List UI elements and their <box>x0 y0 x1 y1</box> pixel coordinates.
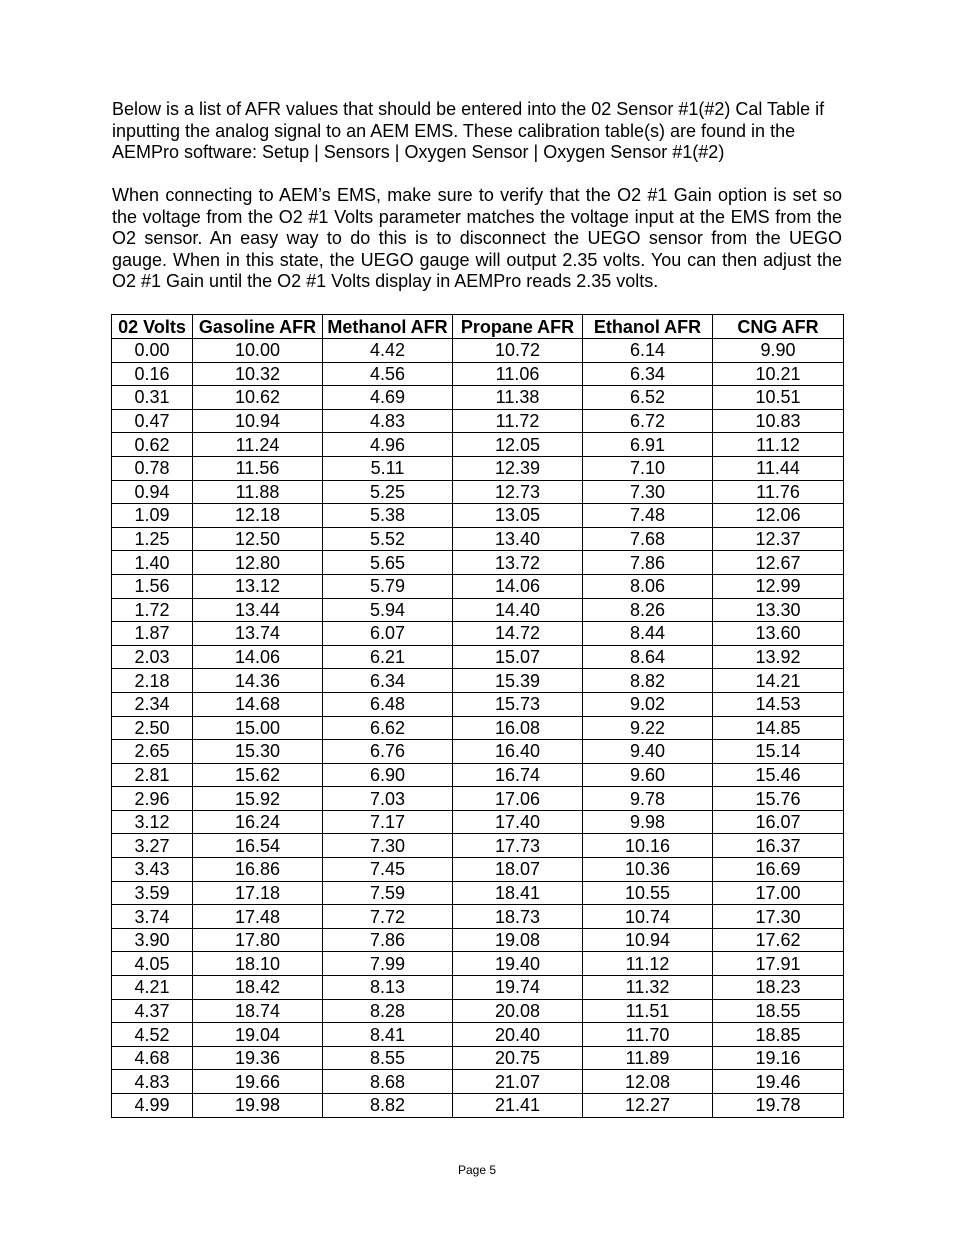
table-row <box>112 669 844 693</box>
cng-afr-cell: 15.76 <box>713 787 844 811</box>
propane-afr-cell: 20.08 <box>453 999 583 1023</box>
gasoline-afr-cell: 12.18 <box>193 504 323 528</box>
propane-afr-cell: 12.73 <box>453 480 583 504</box>
ethanol-afr-cell: 6.91 <box>583 433 713 457</box>
propane-afr-cell: 19.08 <box>453 928 583 952</box>
ethanol-afr-header: Ethanol AFR <box>583 315 713 339</box>
table-row <box>112 858 844 882</box>
gasoline-afr-header: Gasoline AFR <box>193 315 323 339</box>
propane-afr-cell: 19.74 <box>453 976 583 1000</box>
ethanol-afr-cell: 9.78 <box>583 787 713 811</box>
ethanol-afr-cell: 7.48 <box>583 504 713 528</box>
cng-afr-cell: 13.92 <box>713 645 844 669</box>
volts-cell: 4.83 <box>112 1070 193 1094</box>
cng-afr-cell: 19.16 <box>713 1046 844 1070</box>
cng-afr-cell: 9.90 <box>713 339 844 363</box>
volts-cell: 4.05 <box>112 952 193 976</box>
volts-cell: 1.87 <box>112 622 193 646</box>
volts-cell: 2.34 <box>112 692 193 716</box>
gasoline-afr-cell: 13.74 <box>193 622 323 646</box>
ethanol-afr-cell: 11.89 <box>583 1046 713 1070</box>
propane-afr-cell: 17.06 <box>453 787 583 811</box>
propane-afr-cell: 20.40 <box>453 1023 583 1047</box>
ethanol-afr-cell: 9.60 <box>583 763 713 787</box>
table-row <box>112 787 844 811</box>
ethanol-afr-cell: 10.94 <box>583 928 713 952</box>
methanol-afr-cell: 8.55 <box>323 1046 453 1070</box>
propane-afr-cell: 17.73 <box>453 834 583 858</box>
propane-afr-cell: 14.06 <box>453 574 583 598</box>
ethanol-afr-cell: 8.82 <box>583 669 713 693</box>
ethanol-afr-cell: 11.51 <box>583 999 713 1023</box>
propane-afr-cell: 17.40 <box>453 810 583 834</box>
methanol-afr-cell: 4.42 <box>323 339 453 363</box>
volts-cell: 4.68 <box>112 1046 193 1070</box>
methanol-afr-cell: 5.11 <box>323 456 453 480</box>
gasoline-afr-cell: 16.54 <box>193 834 323 858</box>
ethanol-afr-cell: 6.72 <box>583 409 713 433</box>
propane-afr-cell: 10.72 <box>453 339 583 363</box>
table-row <box>112 551 844 575</box>
methanol-afr-cell: 7.86 <box>323 928 453 952</box>
volts-cell: 2.50 <box>112 716 193 740</box>
table-row <box>112 527 844 551</box>
gasoline-afr-cell: 15.62 <box>193 763 323 787</box>
volts-cell: 0.00 <box>112 339 193 363</box>
gasoline-afr-cell: 19.98 <box>193 1094 323 1118</box>
methanol-afr-cell: 6.48 <box>323 692 453 716</box>
gasoline-afr-cell: 11.88 <box>193 480 323 504</box>
cng-afr-cell: 18.85 <box>713 1023 844 1047</box>
table-row <box>112 999 844 1023</box>
cng-afr-cell: 12.99 <box>713 574 844 598</box>
propane-afr-cell: 15.39 <box>453 669 583 693</box>
table-row <box>112 386 844 410</box>
cng-afr-cell: 12.06 <box>713 504 844 528</box>
ethanol-afr-cell: 8.26 <box>583 598 713 622</box>
cng-afr-cell: 12.37 <box>713 527 844 551</box>
ethanol-afr-cell: 10.74 <box>583 905 713 929</box>
propane-afr-cell: 13.05 <box>453 504 583 528</box>
ethanol-afr-cell: 7.30 <box>583 480 713 504</box>
ethanol-afr-cell: 12.27 <box>583 1094 713 1118</box>
table-row <box>112 952 844 976</box>
volts-cell: 3.12 <box>112 810 193 834</box>
table-row <box>112 1023 844 1047</box>
cng-afr-cell: 11.44 <box>713 456 844 480</box>
gasoline-afr-cell: 15.92 <box>193 787 323 811</box>
cng-afr-cell: 14.21 <box>713 669 844 693</box>
gasoline-afr-cell: 18.10 <box>193 952 323 976</box>
propane-afr-cell: 12.39 <box>453 456 583 480</box>
methanol-afr-cell: 7.72 <box>323 905 453 929</box>
volts-header: 02 Volts <box>112 315 193 339</box>
volts-cell: 3.90 <box>112 928 193 952</box>
table-body <box>112 339 844 1118</box>
volts-cell: 1.72 <box>112 598 193 622</box>
ethanol-afr-cell: 9.98 <box>583 810 713 834</box>
cng-afr-cell: 19.46 <box>713 1070 844 1094</box>
table-row <box>112 574 844 598</box>
volts-cell: 4.52 <box>112 1023 193 1047</box>
gasoline-afr-cell: 15.30 <box>193 740 323 764</box>
methanol-afr-cell: 7.45 <box>323 858 453 882</box>
volts-cell: 0.78 <box>112 456 193 480</box>
gasoline-afr-cell: 12.50 <box>193 527 323 551</box>
volts-cell: 2.03 <box>112 645 193 669</box>
methanol-afr-cell: 4.56 <box>323 362 453 386</box>
volts-cell: 0.94 <box>112 480 193 504</box>
table-row <box>112 1094 844 1118</box>
gasoline-afr-cell: 17.48 <box>193 905 323 929</box>
volts-cell: 3.59 <box>112 881 193 905</box>
methanol-afr-cell: 4.69 <box>323 386 453 410</box>
ethanol-afr-cell: 10.16 <box>583 834 713 858</box>
ethanol-afr-cell: 9.02 <box>583 692 713 716</box>
ethanol-afr-cell: 11.12 <box>583 952 713 976</box>
cng-afr-cell: 10.83 <box>713 409 844 433</box>
methanol-afr-cell: 8.82 <box>323 1094 453 1118</box>
table-row <box>112 645 844 669</box>
methanol-afr-cell: 7.30 <box>323 834 453 858</box>
gain-instructions-paragraph: When connecting to AEM’s EMS, make sure to verify that the O2 #1 Gain option is set so the voltage from the O2 #1 Volts parameter matches the voltage input at the EMS from the O2 sensor. An easy way to do this is to disconnect the UEGO sensor from the UEGO gauge. When in this state, the UEGO gauge will output 2.35 volts. You can then adjust the O2 #1 Gain until the O2 #1 Volts display in AEMPro reads 2.35 volts. <box>112 185 842 291</box>
propane-afr-cell: 15.07 <box>453 645 583 669</box>
table-row <box>112 834 844 858</box>
volts-cell: 3.27 <box>112 834 193 858</box>
ethanol-afr-cell: 10.55 <box>583 881 713 905</box>
propane-afr-cell: 11.38 <box>453 386 583 410</box>
propane-afr-cell: 11.06 <box>453 362 583 386</box>
propane-afr-cell: 21.07 <box>453 1070 583 1094</box>
table-row <box>112 905 844 929</box>
propane-afr-cell: 13.40 <box>453 527 583 551</box>
ethanol-afr-cell: 7.86 <box>583 551 713 575</box>
propane-afr-cell: 19.40 <box>453 952 583 976</box>
cng-afr-cell: 18.23 <box>713 976 844 1000</box>
methanol-afr-cell: 6.07 <box>323 622 453 646</box>
volts-cell: 2.18 <box>112 669 193 693</box>
intro-paragraph: Below is a list of AFR values that should be entered into the 02 Sensor #1(#2) Cal Table if inputting the analog signal to an AEM EMS. These calibration table(s) are found in the AEMPro software: Setup | Sensors | Oxygen Sensor | Oxygen Sensor #1(#2) <box>112 99 825 162</box>
table-row <box>112 928 844 952</box>
table-row <box>112 763 844 787</box>
methanol-afr-cell: 5.65 <box>323 551 453 575</box>
cng-afr-cell: 17.62 <box>713 928 844 952</box>
cng-afr-cell: 14.85 <box>713 716 844 740</box>
propane-afr-cell: 14.72 <box>453 622 583 646</box>
table-row <box>112 598 844 622</box>
ethanol-afr-cell: 11.32 <box>583 976 713 1000</box>
cng-afr-cell: 15.14 <box>713 740 844 764</box>
cng-afr-cell: 18.55 <box>713 999 844 1023</box>
volts-cell: 2.65 <box>112 740 193 764</box>
volts-cell: 4.21 <box>112 976 193 1000</box>
cng-afr-cell: 17.30 <box>713 905 844 929</box>
afr-calibration-table <box>111 314 844 1118</box>
methanol-afr-cell: 5.25 <box>323 480 453 504</box>
volts-cell: 2.96 <box>112 787 193 811</box>
table-row <box>112 409 844 433</box>
table-row <box>112 504 844 528</box>
volts-cell: 4.37 <box>112 999 193 1023</box>
propane-afr-header: Propane AFR <box>453 315 583 339</box>
propane-afr-cell: 18.07 <box>453 858 583 882</box>
volts-cell: 0.16 <box>112 362 193 386</box>
cng-afr-cell: 10.21 <box>713 362 844 386</box>
gasoline-afr-cell: 11.56 <box>193 456 323 480</box>
cng-afr-cell: 17.91 <box>713 952 844 976</box>
methanol-afr-cell: 7.17 <box>323 810 453 834</box>
gasoline-afr-cell: 15.00 <box>193 716 323 740</box>
table-row <box>112 456 844 480</box>
gasoline-afr-cell: 14.36 <box>193 669 323 693</box>
ethanol-afr-cell: 6.14 <box>583 339 713 363</box>
methanol-afr-cell: 4.83 <box>323 409 453 433</box>
gasoline-afr-cell: 10.62 <box>193 386 323 410</box>
methanol-afr-cell: 5.52 <box>323 527 453 551</box>
table-row <box>112 692 844 716</box>
ethanol-afr-cell: 7.68 <box>583 527 713 551</box>
methanol-afr-cell: 8.68 <box>323 1070 453 1094</box>
gasoline-afr-cell: 11.24 <box>193 433 323 457</box>
propane-afr-cell: 11.72 <box>453 409 583 433</box>
gasoline-afr-cell: 10.94 <box>193 409 323 433</box>
propane-afr-cell: 13.72 <box>453 551 583 575</box>
volts-cell: 1.09 <box>112 504 193 528</box>
gasoline-afr-cell: 12.80 <box>193 551 323 575</box>
ethanol-afr-cell: 11.70 <box>583 1023 713 1047</box>
propane-afr-cell: 21.41 <box>453 1094 583 1118</box>
cng-afr-cell: 13.30 <box>713 598 844 622</box>
gasoline-afr-cell: 16.24 <box>193 810 323 834</box>
methanol-afr-cell: 6.90 <box>323 763 453 787</box>
cng-afr-cell: 13.60 <box>713 622 844 646</box>
cng-afr-cell: 11.76 <box>713 480 844 504</box>
cng-afr-cell: 16.07 <box>713 810 844 834</box>
methanol-afr-cell: 5.38 <box>323 504 453 528</box>
table-row <box>112 622 844 646</box>
page-number: Page 5 <box>457 1163 497 1177</box>
gasoline-afr-cell: 10.00 <box>193 339 323 363</box>
table-row <box>112 716 844 740</box>
gasoline-afr-cell: 19.36 <box>193 1046 323 1070</box>
ethanol-afr-cell: 7.10 <box>583 456 713 480</box>
volts-cell: 2.81 <box>112 763 193 787</box>
cng-afr-cell: 15.46 <box>713 763 844 787</box>
table-row <box>112 881 844 905</box>
gasoline-afr-cell: 18.74 <box>193 999 323 1023</box>
volts-cell: 1.40 <box>112 551 193 575</box>
gasoline-afr-cell: 17.80 <box>193 928 323 952</box>
cng-afr-cell: 16.69 <box>713 858 844 882</box>
volts-cell: 0.47 <box>112 409 193 433</box>
cng-afr-cell: 14.53 <box>713 692 844 716</box>
propane-afr-cell: 16.08 <box>453 716 583 740</box>
ethanol-afr-cell: 9.40 <box>583 740 713 764</box>
ethanol-afr-cell: 8.06 <box>583 574 713 598</box>
table-row <box>112 480 844 504</box>
methanol-afr-cell: 7.59 <box>323 881 453 905</box>
propane-afr-cell: 16.74 <box>453 763 583 787</box>
methanol-afr-cell: 6.62 <box>323 716 453 740</box>
table-row <box>112 740 844 764</box>
cng-afr-cell: 12.67 <box>713 551 844 575</box>
cng-afr-cell: 16.37 <box>713 834 844 858</box>
volts-cell: 4.99 <box>112 1094 193 1118</box>
cng-afr-cell: 11.12 <box>713 433 844 457</box>
methanol-afr-header: Methanol AFR <box>323 315 453 339</box>
methanol-afr-cell: 5.94 <box>323 598 453 622</box>
methanol-afr-cell: 4.96 <box>323 433 453 457</box>
cng-afr-header: CNG AFR <box>713 315 844 339</box>
cng-afr-cell: 19.78 <box>713 1094 844 1118</box>
methanol-afr-cell: 5.79 <box>323 574 453 598</box>
propane-afr-cell: 14.40 <box>453 598 583 622</box>
ethanol-afr-cell: 12.08 <box>583 1070 713 1094</box>
gasoline-afr-cell: 13.12 <box>193 574 323 598</box>
table-row <box>112 1046 844 1070</box>
propane-afr-cell: 12.05 <box>453 433 583 457</box>
propane-afr-cell: 18.73 <box>453 905 583 929</box>
methanol-afr-cell: 8.41 <box>323 1023 453 1047</box>
volts-cell: 3.43 <box>112 858 193 882</box>
ethanol-afr-cell: 9.22 <box>583 716 713 740</box>
gasoline-afr-cell: 19.66 <box>193 1070 323 1094</box>
table-header-row <box>112 315 844 339</box>
cng-afr-cell: 17.00 <box>713 881 844 905</box>
ethanol-afr-cell: 8.64 <box>583 645 713 669</box>
ethanol-afr-cell: 6.34 <box>583 362 713 386</box>
table-row <box>112 362 844 386</box>
propane-afr-cell: 16.40 <box>453 740 583 764</box>
table-row <box>112 1070 844 1094</box>
gasoline-afr-cell: 19.04 <box>193 1023 323 1047</box>
ethanol-afr-cell: 6.52 <box>583 386 713 410</box>
methanol-afr-cell: 6.76 <box>323 740 453 764</box>
propane-afr-cell: 20.75 <box>453 1046 583 1070</box>
volts-cell: 1.25 <box>112 527 193 551</box>
methanol-afr-cell: 6.34 <box>323 669 453 693</box>
ethanol-afr-cell: 10.36 <box>583 858 713 882</box>
ethanol-afr-cell: 8.44 <box>583 622 713 646</box>
table-row <box>112 976 844 1000</box>
gasoline-afr-cell: 10.32 <box>193 362 323 386</box>
table-row <box>112 810 844 834</box>
methanol-afr-cell: 7.03 <box>323 787 453 811</box>
methanol-afr-cell: 6.21 <box>323 645 453 669</box>
volts-cell: 1.56 <box>112 574 193 598</box>
gasoline-afr-cell: 17.18 <box>193 881 323 905</box>
volts-cell: 0.31 <box>112 386 193 410</box>
gasoline-afr-cell: 18.42 <box>193 976 323 1000</box>
methanol-afr-cell: 8.28 <box>323 999 453 1023</box>
table-row <box>112 433 844 457</box>
gasoline-afr-cell: 13.44 <box>193 598 323 622</box>
gasoline-afr-cell: 16.86 <box>193 858 323 882</box>
propane-afr-cell: 18.41 <box>453 881 583 905</box>
gasoline-afr-cell: 14.68 <box>193 692 323 716</box>
propane-afr-cell: 15.73 <box>453 692 583 716</box>
volts-cell: 3.74 <box>112 905 193 929</box>
volts-cell: 0.62 <box>112 433 193 457</box>
methanol-afr-cell: 8.13 <box>323 976 453 1000</box>
cng-afr-cell: 10.51 <box>713 386 844 410</box>
methanol-afr-cell: 7.99 <box>323 952 453 976</box>
gasoline-afr-cell: 14.06 <box>193 645 323 669</box>
table-row <box>112 339 844 363</box>
